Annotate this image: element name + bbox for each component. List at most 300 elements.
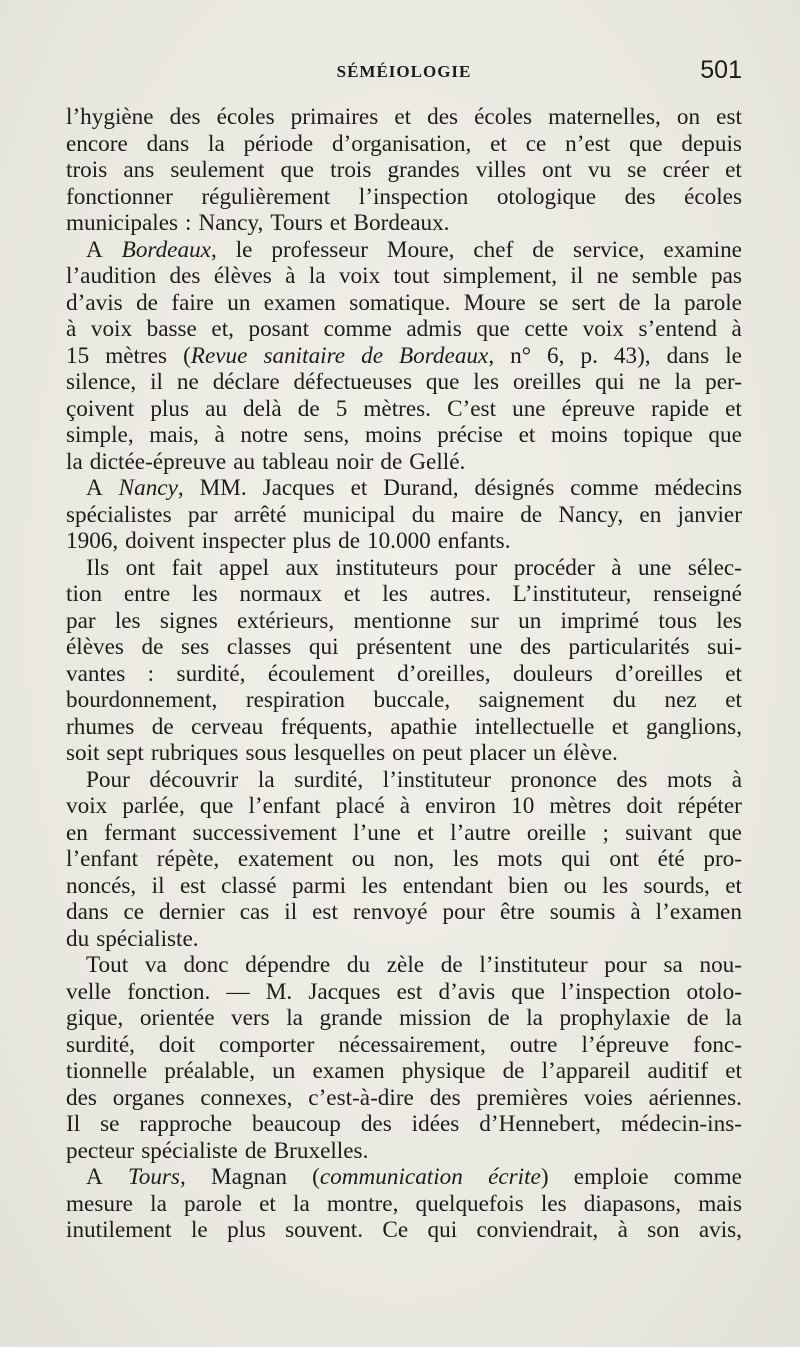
word: régulièrement xyxy=(201,183,331,210)
word: écrite) xyxy=(488,1164,549,1190)
text-line xyxy=(66,873,742,900)
word: s’entend xyxy=(638,316,717,342)
word: ou xyxy=(351,846,375,872)
word: les xyxy=(382,581,408,607)
text-line xyxy=(66,396,742,423)
word: les xyxy=(114,607,141,634)
word: pecteur xyxy=(66,1137,135,1164)
text-line xyxy=(66,687,742,714)
word: se xyxy=(100,1111,120,1137)
word: l’instituteur xyxy=(382,766,491,793)
word: cas xyxy=(239,899,270,925)
word: vantes xyxy=(66,660,126,687)
word: signes xyxy=(159,607,218,634)
word: dans xyxy=(146,130,190,157)
word: à xyxy=(731,316,742,342)
word: un xyxy=(532,740,557,766)
word: appel xyxy=(218,554,270,581)
word: Jacques xyxy=(308,978,381,1005)
word: qui xyxy=(427,1217,458,1243)
word: plus xyxy=(150,395,189,422)
word: donc xyxy=(183,952,229,978)
word: Tours, xyxy=(127,1164,186,1190)
word: n° xyxy=(510,342,532,369)
word: la xyxy=(150,1190,167,1217)
word: les xyxy=(473,369,500,395)
word: des xyxy=(169,104,201,130)
word: voix xyxy=(66,793,108,819)
body-text xyxy=(66,104,742,1244)
word: tion xyxy=(66,581,103,607)
word: suivant xyxy=(625,819,693,846)
word: aériennes. xyxy=(648,1084,742,1111)
word: des xyxy=(616,766,648,793)
word: : xyxy=(185,210,192,236)
word: à xyxy=(285,263,296,289)
word: que xyxy=(629,130,663,157)
word: imprimé xyxy=(560,607,640,634)
word: l’instituteur xyxy=(479,952,588,978)
word: renvoyé xyxy=(352,899,428,925)
word: défectueuses xyxy=(293,369,412,395)
word: (communication xyxy=(312,1164,463,1190)
word: otologique xyxy=(496,183,597,210)
word: on xyxy=(676,104,701,130)
word: nécessairement, xyxy=(338,1031,486,1058)
word: répète, xyxy=(156,846,220,872)
word: par xyxy=(187,501,218,528)
word: de xyxy=(151,713,174,740)
word: l’inspection xyxy=(358,183,469,210)
word: surdité, xyxy=(66,1031,135,1058)
word: élèves xyxy=(66,634,124,660)
word: topique xyxy=(623,422,693,448)
word: cette xyxy=(524,316,569,342)
word: soit xyxy=(66,740,100,766)
word: l’autre xyxy=(450,819,511,846)
text-line xyxy=(66,846,742,873)
word: comporter xyxy=(219,1031,315,1058)
word: désignés xyxy=(474,475,555,501)
word: entre xyxy=(123,581,171,607)
word: grande xyxy=(319,1005,383,1031)
word: plus xyxy=(292,528,332,554)
word: L’instituteur, xyxy=(512,581,632,607)
word: Tout xyxy=(86,952,129,978)
word: le xyxy=(725,342,742,369)
word: instituteurs xyxy=(335,554,439,581)
word: Moure xyxy=(463,289,526,316)
word: d’oreilles xyxy=(615,660,703,687)
word: de xyxy=(297,395,320,422)
word: est xyxy=(179,872,206,899)
text-line xyxy=(66,475,742,502)
word: une xyxy=(512,395,546,422)
word: écoles xyxy=(684,183,742,210)
word: sous xyxy=(245,740,287,766)
word: les xyxy=(716,607,742,634)
word: la xyxy=(674,369,692,395)
text-line xyxy=(66,714,742,741)
word: soumis xyxy=(549,899,616,925)
word: arrêté xyxy=(233,501,287,528)
word: sept xyxy=(106,740,144,766)
word: velle xyxy=(66,978,112,1005)
word: — xyxy=(226,978,250,1005)
word: notre xyxy=(240,422,289,448)
word: la xyxy=(208,130,225,157)
text-line xyxy=(66,449,742,476)
word: de xyxy=(520,501,543,528)
word: dans xyxy=(666,342,710,369)
word: mots xyxy=(666,766,713,793)
word: de xyxy=(618,289,641,316)
word: par xyxy=(66,607,96,634)
text-line xyxy=(66,979,742,1006)
word: du xyxy=(612,687,636,713)
word: la xyxy=(257,766,275,793)
word: physique xyxy=(401,1058,486,1084)
word: les xyxy=(361,872,388,899)
word: fréquents, xyxy=(280,713,373,740)
word: ne xyxy=(176,369,199,395)
word: noir xyxy=(336,448,374,475)
page-number: 501 xyxy=(700,56,742,84)
word: l’appareil xyxy=(541,1058,631,1084)
word: du xyxy=(346,952,371,978)
word: est xyxy=(716,104,742,130)
word: C’est xyxy=(447,395,497,422)
word: et xyxy=(725,687,742,713)
word: zèle xyxy=(386,952,425,978)
running-title: SÉMÉIOLOGIE xyxy=(336,62,472,81)
word: c’est-à-dire xyxy=(308,1084,414,1111)
word: mesure xyxy=(66,1190,133,1217)
word: et xyxy=(417,819,434,846)
word: dernier xyxy=(159,899,225,925)
word: est xyxy=(312,899,338,925)
word: doivent xyxy=(125,528,195,554)
word: précise xyxy=(437,422,503,448)
word: de xyxy=(141,634,164,660)
word: de xyxy=(136,289,158,316)
word: été xyxy=(657,846,685,872)
word: que xyxy=(476,316,510,342)
word: Bordeaux, xyxy=(399,342,495,369)
word: oreille xyxy=(526,819,587,846)
word: apathie xyxy=(390,713,458,740)
word: 1906, xyxy=(66,528,119,554)
word: mission xyxy=(399,1005,472,1031)
word: le xyxy=(190,1217,208,1243)
word: il xyxy=(570,263,584,289)
word: parmi xyxy=(291,872,347,899)
word: la xyxy=(725,1005,742,1031)
word: surdité, xyxy=(176,660,246,687)
word: municipal xyxy=(302,501,396,528)
word: pour xyxy=(604,952,647,978)
word: élève. xyxy=(563,740,618,766)
word: placé xyxy=(335,793,385,819)
word: silence, xyxy=(66,369,137,395)
word: successivement xyxy=(192,819,337,846)
word: des xyxy=(427,104,459,130)
word: Tours xyxy=(270,210,323,236)
word: p. xyxy=(580,342,598,369)
word: il xyxy=(151,872,165,899)
word: ; xyxy=(602,819,609,846)
word: la xyxy=(308,263,326,289)
word: au xyxy=(205,395,227,422)
text-line xyxy=(66,1191,742,1218)
word: d’avis xyxy=(438,978,496,1005)
word: que xyxy=(708,819,742,846)
word: fonction. xyxy=(127,978,211,1005)
word: sui- xyxy=(707,634,742,660)
text-line xyxy=(66,608,742,635)
word: procéder xyxy=(513,554,595,581)
word: médecin-ins- xyxy=(620,1111,742,1137)
word: rapide xyxy=(651,395,710,422)
word: comme xyxy=(323,316,392,342)
word: moins xyxy=(364,422,422,448)
word: Magnan xyxy=(210,1164,287,1190)
text-line xyxy=(66,793,742,820)
word: spécialiste xyxy=(141,1137,238,1164)
page-header xyxy=(66,56,742,96)
word: rubriques xyxy=(150,740,239,766)
word: 5 xyxy=(335,395,348,422)
word: qui xyxy=(561,846,591,872)
word: prononce xyxy=(510,766,597,793)
word: 43), xyxy=(613,342,651,369)
text-line xyxy=(66,316,742,343)
word: extérieurs, xyxy=(237,607,335,634)
word: ne xyxy=(638,369,661,395)
word: de xyxy=(338,528,360,554)
word: d’organisation, xyxy=(331,130,472,157)
word: sens, xyxy=(303,422,350,448)
word: du xyxy=(411,501,435,528)
text-line xyxy=(66,131,742,158)
word: l’audition xyxy=(66,263,157,289)
word: en xyxy=(639,501,662,528)
word: bien xyxy=(508,872,549,899)
text-line xyxy=(66,1085,742,1112)
word: A xyxy=(86,236,103,263)
word: janvier xyxy=(677,501,742,528)
word: oreilles xyxy=(512,369,582,395)
word: trois xyxy=(330,157,372,183)
word: Bruxelles. xyxy=(273,1137,369,1164)
text-line xyxy=(66,104,742,131)
text-line xyxy=(66,502,742,529)
word: se xyxy=(627,157,647,183)
text-line xyxy=(66,1032,742,1059)
word: examen xyxy=(263,289,336,316)
word: et xyxy=(394,104,412,130)
word: comme xyxy=(570,475,639,501)
word: à xyxy=(611,554,622,581)
word: 15 xyxy=(66,342,90,369)
word: va xyxy=(144,952,167,978)
word: des xyxy=(429,1084,461,1111)
word: la xyxy=(526,1005,543,1031)
word: ou xyxy=(563,872,587,899)
text-line xyxy=(66,237,742,264)
word: sa xyxy=(663,952,683,978)
text-line xyxy=(66,1005,742,1032)
word: 10 xyxy=(511,793,535,819)
word: l’enfant xyxy=(248,793,321,819)
word: en xyxy=(66,819,88,846)
word: Durand, xyxy=(383,475,459,501)
text-line xyxy=(66,263,742,290)
word: Nancy, xyxy=(558,501,624,528)
word: semble xyxy=(631,263,698,289)
word: de xyxy=(244,1137,267,1164)
word: mètres xyxy=(105,342,168,369)
text-line xyxy=(66,1217,742,1244)
word: la xyxy=(653,289,671,316)
word: d’avis xyxy=(66,289,123,316)
word: tionnelle xyxy=(66,1058,148,1084)
word: ont xyxy=(125,554,156,581)
word: conviendrait, xyxy=(476,1217,599,1243)
word: doit xyxy=(158,1031,195,1058)
word: fonc- xyxy=(693,1031,742,1058)
word: et xyxy=(725,660,742,687)
word: mentionne xyxy=(353,607,452,634)
word: sanitaire xyxy=(263,342,346,369)
word: posant xyxy=(248,316,310,342)
word: renseigné xyxy=(653,581,742,607)
word: déclare xyxy=(212,369,280,395)
word: inspecter xyxy=(201,528,286,554)
word: ne xyxy=(596,263,619,289)
word: basse xyxy=(146,316,197,342)
word: organes xyxy=(112,1084,185,1111)
word: l’épreuve xyxy=(581,1031,669,1058)
word: Bordeaux. xyxy=(353,210,450,236)
word: : xyxy=(147,660,155,687)
word: l’hygiène xyxy=(66,104,154,130)
word: nez xyxy=(664,687,697,713)
text-line xyxy=(66,952,742,979)
word: classé xyxy=(221,872,277,899)
text-line xyxy=(66,740,742,767)
word: ans xyxy=(123,157,155,183)
word: respiration xyxy=(245,687,346,713)
word: et xyxy=(725,872,742,899)
word: rhumes xyxy=(66,713,135,740)
word: à xyxy=(214,422,225,448)
word: noncés, xyxy=(66,872,137,899)
text-line xyxy=(66,1111,742,1138)
word: pour xyxy=(454,554,498,581)
text-line xyxy=(66,528,742,555)
word: mots xyxy=(497,846,543,872)
word: de xyxy=(502,1058,525,1084)
word: à xyxy=(731,766,742,793)
word: se xyxy=(539,289,559,316)
word: inutilement xyxy=(66,1217,172,1243)
word: tous xyxy=(658,607,697,634)
word: simplement, xyxy=(443,263,557,289)
word: des xyxy=(624,183,656,210)
word: médecins xyxy=(654,475,742,501)
word: répéter xyxy=(677,793,742,819)
word: seulement xyxy=(170,157,265,183)
word: la xyxy=(286,1005,303,1031)
text-line xyxy=(66,820,742,847)
text-line xyxy=(66,661,742,688)
word: grandes xyxy=(387,157,460,183)
word: 6, xyxy=(547,342,565,369)
word: normaux xyxy=(239,581,322,607)
word: vu xyxy=(587,157,612,183)
word: A xyxy=(86,1164,103,1190)
word: mètres xyxy=(549,793,612,819)
word: et xyxy=(725,395,742,422)
word: fermant xyxy=(104,819,177,846)
word: préalable, xyxy=(164,1058,256,1084)
word: et xyxy=(725,1058,742,1084)
word: sourds, xyxy=(643,872,710,899)
word: connexes, xyxy=(200,1084,293,1111)
word: dépendre xyxy=(245,952,331,978)
word: voix xyxy=(338,263,381,289)
word: non, xyxy=(393,846,435,872)
word: présentent xyxy=(356,634,452,660)
word: un xyxy=(272,1058,296,1084)
word: de xyxy=(440,952,463,978)
word: du xyxy=(66,925,90,952)
word: lesquelles xyxy=(293,740,386,766)
word: Moure, xyxy=(386,236,455,263)
word: écoles xyxy=(474,104,533,130)
word: d’Hennebert, xyxy=(479,1111,601,1137)
word: M. xyxy=(265,978,293,1005)
word: montre, xyxy=(326,1190,399,1217)
word: diapasons, xyxy=(583,1190,682,1217)
text-line xyxy=(66,555,742,582)
word: premières xyxy=(476,1084,568,1111)
word: et xyxy=(259,1190,276,1217)
text-line xyxy=(66,210,742,237)
word: douleurs xyxy=(512,660,593,687)
text-line xyxy=(66,581,742,608)
word: simple, xyxy=(66,422,134,448)
word: admis xyxy=(406,316,462,342)
word: créer xyxy=(662,157,709,183)
word: d’oreilles, xyxy=(397,660,491,687)
word: outre xyxy=(509,1031,558,1058)
word: rapproche xyxy=(139,1111,233,1137)
word: maire xyxy=(451,501,504,528)
word: souvent. xyxy=(285,1217,364,1243)
word: service, xyxy=(573,236,645,263)
word: (Revue xyxy=(183,342,248,369)
word: une xyxy=(637,554,672,581)
word: intellectuelle xyxy=(474,713,595,740)
word: Gellé. xyxy=(409,448,466,475)
word: sélec- xyxy=(687,554,742,581)
word: que xyxy=(199,793,234,819)
word: exatement xyxy=(237,846,334,872)
word: maternelles, xyxy=(548,104,661,130)
word: il xyxy=(284,899,298,925)
